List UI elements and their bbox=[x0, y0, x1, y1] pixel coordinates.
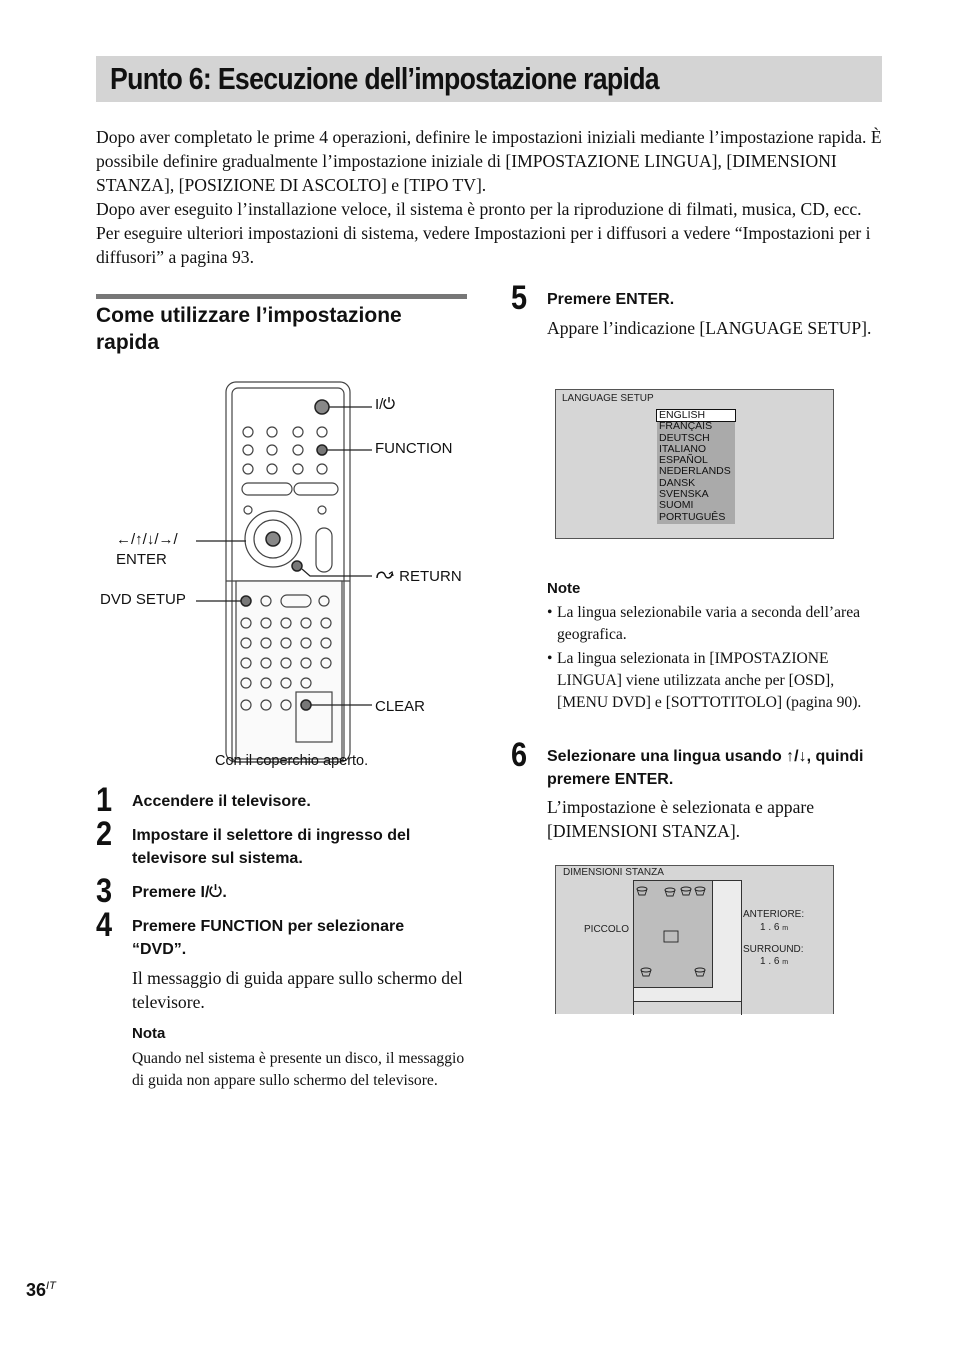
intro-text bbox=[96, 125, 886, 269]
power-icon bbox=[383, 396, 395, 409]
note-item: • La lingua selezionata in [IMPOSTAZIONE LINGUA] viene utilizzata anche per [OSD], [MENU DVD] e [SOTTOTITOLO] (pagina 90). bbox=[547, 648, 887, 714]
note-list bbox=[547, 602, 887, 714]
room-size-screen bbox=[555, 865, 834, 1014]
speaker-icon bbox=[681, 887, 691, 895]
language-setup-screen bbox=[555, 389, 834, 539]
front-distance-number: 1 . 6 bbox=[760, 922, 780, 933]
enter-button bbox=[266, 532, 280, 546]
language-item[interactable]: FRANÇAIS bbox=[659, 420, 713, 433]
front-distance-unit: m bbox=[782, 925, 789, 932]
step-4-heading: Premere FUNCTION per selezionare “DVD”. bbox=[132, 918, 405, 958]
clear-callout: CLEAR bbox=[375, 698, 426, 715]
nota-heading: Nota bbox=[132, 1025, 166, 1042]
power-icon bbox=[209, 883, 222, 897]
language-screen-title: LANGUAGE SETUP bbox=[562, 393, 654, 404]
language-item[interactable]: ITALIANO bbox=[659, 442, 707, 455]
language-item-selected[interactable]: ENGLISH bbox=[657, 410, 735, 421]
intro-paragraph-2: Dopo aver eseguito l’installazione veloce, il sistema è pronto per la riproduzione di filmati, musica, CD, ecc. Per eseguire ulteriori impostazioni di sistema, vedere Impostazioni per i diffusori a vedere “Impostazioni per i diffusori” a pagina 93. bbox=[96, 199, 871, 267]
nota-text: Quando nel sistema è presente un disco, il messaggio di guida non appare sullo schermo del televisore. bbox=[132, 1050, 465, 1089]
note-item-text: La lingua selezionabile varia a seconda dell’area geografica. bbox=[557, 604, 861, 643]
front-distance-value[interactable] bbox=[760, 922, 788, 933]
room-size-value[interactable]: PICCOLO bbox=[584, 924, 630, 935]
step-5-heading: Premere ENTER. bbox=[547, 291, 675, 308]
function-callout: FUNCTION bbox=[375, 440, 453, 457]
return-label: RETURN bbox=[399, 568, 462, 585]
step-5-number: 5 bbox=[511, 279, 528, 317]
section-title: Come utilizzare l’impostazione rapida bbox=[96, 304, 402, 354]
speaker-icon bbox=[641, 968, 651, 976]
surround-distance-label: SURROUND: bbox=[743, 944, 804, 955]
step-5-text: Appare l’indicazione [LANGUAGE SETUP]. bbox=[547, 318, 872, 338]
language-item[interactable]: PORTUGUÊS bbox=[659, 510, 726, 523]
surround-distance-unit: m bbox=[782, 959, 789, 966]
surround-distance-value[interactable] bbox=[760, 956, 788, 967]
listener-icon bbox=[664, 931, 678, 942]
room-screen-title: DIMENSIONI STANZA bbox=[563, 867, 664, 878]
speaker-layout bbox=[634, 881, 712, 987]
return-icon bbox=[375, 569, 395, 581]
front-distance-label: ANTERIORE: bbox=[743, 909, 805, 920]
step-2-heading: Impostare il selettore di ingresso del televisore sul sistema. bbox=[132, 827, 411, 867]
step-3-heading: Premere I/ bbox=[132, 884, 210, 901]
step-6-number: 6 bbox=[511, 736, 528, 774]
remote-caption: Con il coperchio aperto. bbox=[215, 753, 369, 769]
language-item[interactable]: SVENSKA bbox=[659, 488, 709, 501]
page-number-suffix: IT bbox=[46, 1280, 56, 1292]
speaker-icon bbox=[695, 968, 705, 976]
function-button bbox=[317, 445, 327, 455]
note-heading: Note bbox=[547, 580, 581, 597]
language-item[interactable]: ESPAÑOL bbox=[659, 454, 708, 467]
step-4-text: Il messaggio di guida appare sullo schermo del televisore. bbox=[132, 968, 463, 1012]
lower-panel bbox=[236, 581, 342, 759]
speaker-icon bbox=[695, 887, 705, 895]
page-title: Punto 6: Esecuzione dell’impostazione rapida bbox=[110, 61, 659, 96]
step-3-number: 3 bbox=[96, 872, 113, 910]
intro-paragraph-1: Dopo aver completato le prime 4 operazioni, definire le impostazioni iniziali mediante l’impostazione rapida. È possibile definire gradualmente l’impostazione iniziale di [IMPOSTAZIONE LINGUA], [DIMENSIONI STANZA], [POSIZIONE DI ASCOLTO] e [TIPO TV]. bbox=[96, 127, 882, 195]
language-item[interactable]: NEDERLANDS bbox=[659, 465, 731, 478]
dvd-setup-callout: DVD SETUP bbox=[100, 591, 186, 608]
speaker-icon bbox=[665, 888, 675, 896]
page-number bbox=[26, 1280, 56, 1301]
language-item[interactable]: DEUTSCH bbox=[659, 431, 710, 444]
step-6-heading: Selezionare una lingua usando ↑/↓, quindi premere ENTER. bbox=[547, 748, 864, 788]
power-label: I/ bbox=[375, 396, 384, 413]
step-1-number: 1 bbox=[96, 781, 113, 819]
step-6-text: L’impostazione è selezionata e appare [DIMENSIONI STANZA]. bbox=[547, 797, 815, 841]
arrows-callout: ←/↑/↓/→/ bbox=[116, 531, 178, 548]
enter-callout: ENTER bbox=[116, 551, 167, 568]
surround-distance-number: 1 . 6 bbox=[760, 956, 780, 967]
language-item[interactable]: SUOMI bbox=[659, 499, 694, 512]
step-4-number: 4 bbox=[96, 906, 113, 944]
return-button bbox=[292, 561, 302, 571]
language-list bbox=[657, 410, 735, 524]
note-item-text: La lingua selezionata in [IMPOSTAZIONE LINGUA] viene utilizzata anche per [OSD], [MENU DVD] e [SOTTOTITOLO] (pagina 90). bbox=[557, 650, 862, 711]
dvd-setup-button bbox=[241, 596, 251, 606]
step-3-heading-line: Premere I/ . bbox=[132, 884, 227, 901]
page-number-value: 36 bbox=[26, 1280, 47, 1300]
note-item: • La lingua selezionabile varia a seconda dell’area geografica. bbox=[547, 602, 887, 646]
section-rule bbox=[96, 294, 467, 299]
clear-button bbox=[301, 700, 311, 710]
step-1-heading: Accendere il televisore. bbox=[132, 793, 311, 810]
power-callout bbox=[375, 396, 395, 413]
step-2-number: 2 bbox=[96, 815, 113, 853]
speaker-icon bbox=[637, 887, 647, 895]
language-item[interactable]: DANSK bbox=[659, 476, 696, 489]
power-button bbox=[315, 400, 329, 414]
title-bar bbox=[96, 56, 882, 102]
return-callout bbox=[375, 568, 462, 585]
